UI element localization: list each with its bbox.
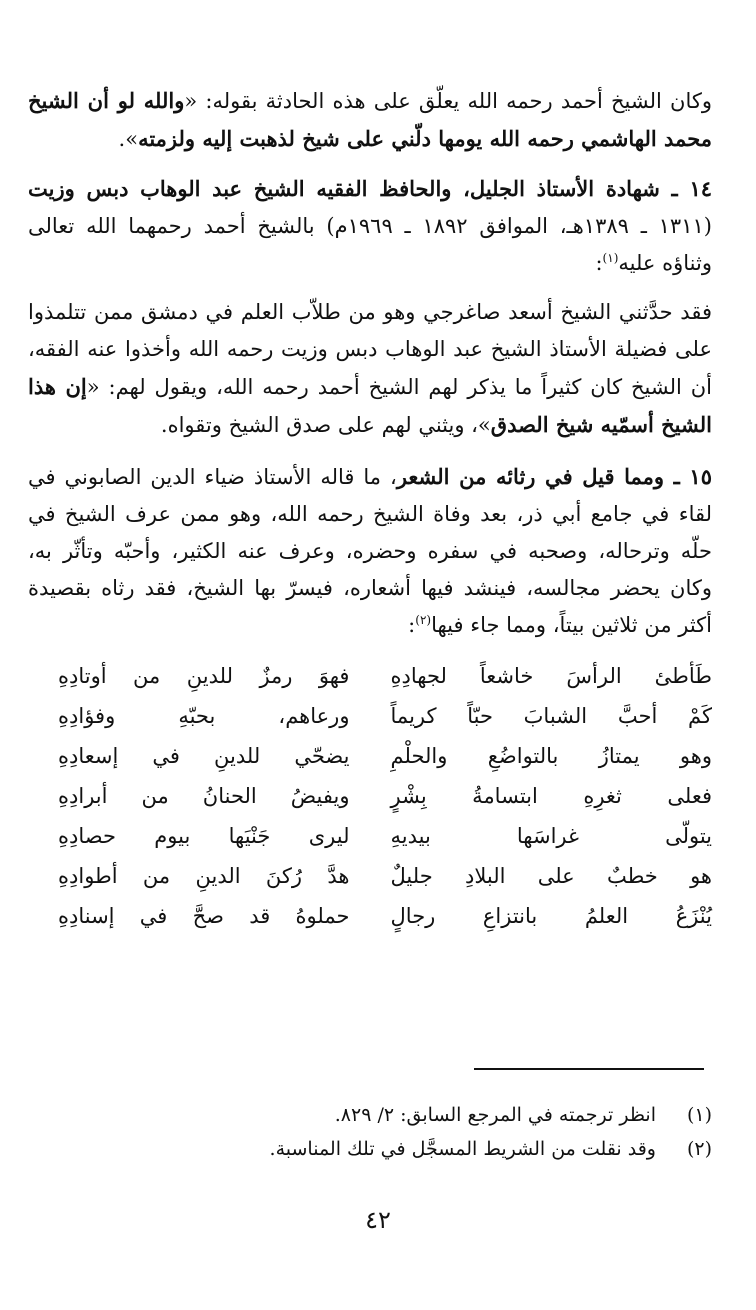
poem-verse [28, 736, 712, 776]
poem [28, 656, 712, 936]
footnote-1 [28, 1098, 712, 1132]
verse-first-hemistich: يتولّى غراسَها بيديهِ [390, 824, 712, 848]
verse-first-hemistich: طَأطئ الرأسَ خاشعاً لجهادِهِ [390, 664, 712, 688]
paragraph-2-end: : [595, 251, 603, 275]
paragraph-4 [28, 458, 712, 644]
paragraph-1 [28, 82, 712, 158]
poem-verse [28, 656, 712, 696]
verse-second-hemistich: هدَّ رُكنَ الدينِ من أطوادِهِ [58, 864, 350, 888]
paragraph-4-end: : [408, 613, 416, 637]
poem-verse [28, 856, 712, 896]
section-14-heading: ١٤ ـ شهادة الأستاذ الجليل، والحافظ الفقيه الشيخ عبد الوهاب دبس وزيت [28, 176, 712, 201]
paragraph-4-text: ، ما قاله الأستاذ ضياء الدين الصابوني في لقاء في جامع أبي ذر، بعد وفاة الشيخ رحمه الله، وهو ممن عرف الشيخ في حلّه وترحاله، وصحبه في سفره وحضره، وعرف عنه الكثير، وأحبّه وتأثّر به، وكان يحضر مجالسه، فينشد فيها أشعاره، فيسرّ بها الشيخ، فقد رثاه بقصيدة أكثر من ثلاثين بيتاً، ومما جاء فيها [28, 465, 712, 637]
verse-first-hemistich: هو خطبٌ على البلادِ جليلٌ [390, 864, 712, 888]
paragraph-3-text: فقد حدَّثني الشيخ أسعد صاغرجي وهو من طلاّب العلم في دمشق ممن تتلمذوا على فضيلة الأستاذ الشيخ عبد الوهاب دبس وزيت رحمه الله وأخذوا عنه الفقه، أن الشيخ كان كثيراً ما يذكر لهم الشيخ أحمد رحمه الله، ويقول لهم: « [28, 300, 713, 399]
page-number: ٤٢ [365, 1206, 391, 1234]
footnote-ref-1[interactable]: (١) [602, 251, 619, 265]
footnote-number: (١) [686, 1104, 712, 1126]
quote-bold: والله لو أن الشيخ محمد الهاشمي رحمه الله يومها دلّني على شيخ لذهبت إليه ولزمته [28, 88, 712, 151]
paragraph-2-text: (١٣١١ ـ ١٣٨٩هـ، الموافق ١٨٩٢ ـ ١٩٦٩م) بالشيخ أحمد رحمهما الله تعالى وثناؤه عليه [28, 214, 712, 275]
verse-first-hemistich: فعلى ثغرِهِ ابتسامةُ بِشْرٍ [390, 784, 712, 808]
verse-first-hemistich: يُنْزَعُ العلمُ بانتزاعِ رجالٍ [390, 904, 712, 928]
poem-verse [28, 816, 712, 856]
verse-first-hemistich: كَمْ أحبَّ الشبابَ حبّاً كريماً [390, 704, 712, 728]
verse-second-hemistich: فهوَ رمزٌ للدينِ من أوتادِهِ [58, 664, 350, 688]
paragraph-2 [28, 170, 712, 282]
paragraph-3 [28, 294, 712, 444]
poem-verse [28, 776, 712, 816]
poem-verse [28, 896, 712, 936]
footnote-ref-2[interactable]: (٢) [415, 613, 432, 627]
footnote-text: انظر ترجمته في المرجع السابق: ٢/ ٨٢٩. [334, 1104, 656, 1126]
poem-verse [28, 696, 712, 736]
verse-second-hemistich: ليرى جَنْيَها بيوم حصادِهِ [58, 824, 350, 848]
footnote-text: وقد نقلت من الشريط المسجَّل في تلك المناسبة. [269, 1138, 656, 1160]
verse-second-hemistich: ورعاهم، بحبّهِ وفؤادِهِ [58, 704, 350, 728]
footnotes [28, 1098, 712, 1166]
page-body [28, 82, 712, 936]
footnote-2 [28, 1132, 712, 1166]
verse-first-hemistich: وهو يمتازُ بالتواضُعِ والحلْمِ [390, 744, 712, 768]
paragraph-3-end: »، ويثني لهم على صدق الشيخ وتقواه. [160, 413, 491, 437]
verse-second-hemistich: ويفيضُ الحنانُ من أبرادِهِ [58, 784, 350, 808]
quote-bold-2: إن هذا الشيخ أسمّيه شيخ الصدق [28, 374, 712, 437]
paragraph-1-text: وكان الشيخ أحمد رحمه الله يعلّق على هذه الحادثة بقوله: « [184, 89, 712, 113]
verse-second-hemistich: حملوهُ قد صحَّ في إسنادِهِ [58, 904, 350, 928]
footnote-separator [474, 1068, 704, 1070]
footnote-number: (٢) [686, 1138, 712, 1160]
section-15-heading: ١٥ ـ ومما قيل في رثائه من الشعر [396, 464, 712, 489]
paragraph-1-end: ». [118, 127, 139, 151]
verse-second-hemistich: يضحّي للدينِ في إسعادِهِ [58, 744, 350, 768]
